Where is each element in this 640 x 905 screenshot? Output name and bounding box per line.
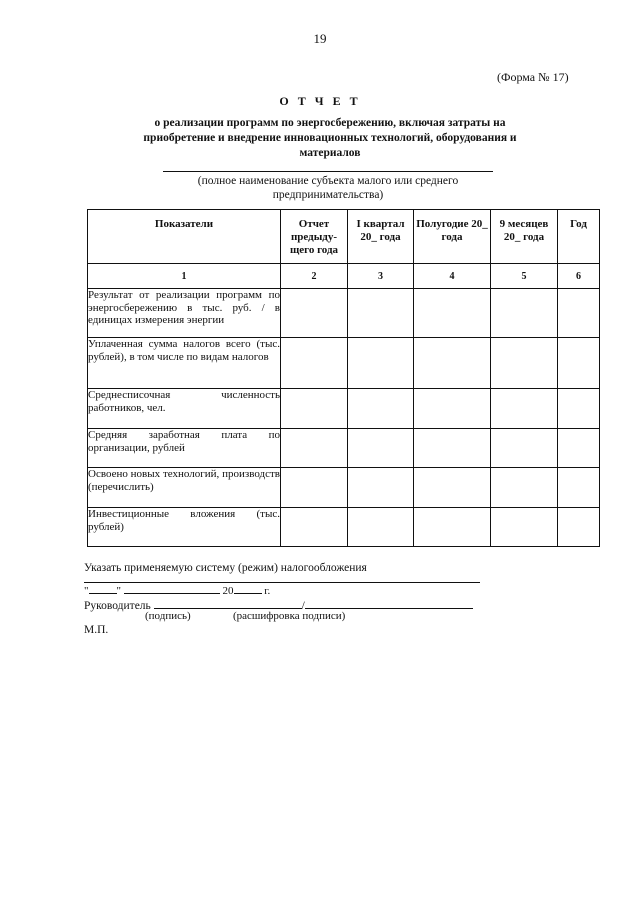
data-cell[interactable]	[414, 508, 491, 547]
subject-name-line[interactable]	[163, 171, 493, 172]
signature-field[interactable]	[154, 598, 302, 609]
data-cell[interactable]	[414, 338, 491, 389]
data-cell[interactable]	[348, 429, 414, 468]
header-half-year: Полугодие 20_ года	[414, 210, 491, 264]
stamp-label: М.П.	[84, 624, 109, 636]
data-cell[interactable]	[414, 389, 491, 429]
data-cell[interactable]	[281, 508, 348, 547]
tax-system-note: Указать применяемую систему (режим) налогообложения	[84, 562, 367, 574]
data-cell[interactable]	[558, 338, 600, 389]
table-row	[88, 289, 600, 338]
header-year: Год	[558, 210, 600, 264]
header-indicators: Показатели	[88, 210, 281, 264]
data-cell[interactable]	[281, 468, 348, 508]
data-cell[interactable]	[414, 429, 491, 468]
column-number: 6	[558, 264, 600, 289]
date-day-field[interactable]	[89, 583, 117, 594]
decryption-field[interactable]	[305, 598, 473, 609]
signer-label: Руководитель	[84, 600, 151, 612]
data-cell[interactable]	[414, 468, 491, 508]
date-row	[84, 583, 270, 597]
data-cell[interactable]	[491, 389, 558, 429]
header-prev-year: Отчет предыду-щего года	[281, 210, 348, 264]
data-cell[interactable]	[491, 508, 558, 547]
report-subtitle: о реализации программ по энергосбережению, включая затраты на приобретение и внедрение инновационных технологий, оборудования и материалов	[143, 117, 517, 159]
table-header-row	[88, 210, 600, 264]
date-quote-close: "	[116, 585, 121, 597]
row-label: Средняя заработная плата по организации, рублей	[88, 429, 281, 468]
column-number-row	[88, 264, 600, 289]
row-label: Среднесписочная численность работников, чел.	[88, 389, 281, 429]
column-number: 5	[491, 264, 558, 289]
data-cell[interactable]	[281, 338, 348, 389]
data-cell[interactable]	[558, 468, 600, 508]
data-cell[interactable]	[281, 429, 348, 468]
data-cell[interactable]	[558, 389, 600, 429]
date-month-field[interactable]	[124, 583, 220, 594]
table-row	[88, 468, 600, 508]
data-cell[interactable]	[414, 289, 491, 338]
data-cell[interactable]	[348, 289, 414, 338]
data-cell[interactable]	[491, 429, 558, 468]
signature-caption: (подпись)	[145, 610, 191, 622]
page-number: 19	[313, 31, 327, 46]
row-label: Инвестиционные вложения (тыс. рублей)	[88, 508, 281, 547]
row-label: Освоено новых технологий, производств (перечислить)	[88, 468, 281, 508]
data-cell[interactable]	[348, 468, 414, 508]
table-row	[88, 389, 600, 429]
date-suffix: г.	[264, 585, 271, 597]
row-label: Уплаченная сумма налогов всего (тыс. рублей), в том числе по видам налогов	[88, 338, 281, 389]
column-number: 1	[88, 264, 281, 289]
column-number: 4	[414, 264, 491, 289]
report-table	[87, 209, 600, 547]
data-cell[interactable]	[491, 289, 558, 338]
header-q1: I квартал 20_ года	[348, 210, 414, 264]
subject-caption: (полное наименование субъекта малого или среднего предпринимательства)	[197, 175, 459, 201]
data-cell[interactable]	[558, 429, 600, 468]
date-quote-open: "	[84, 585, 89, 597]
data-cell[interactable]	[558, 289, 600, 338]
data-cell[interactable]	[281, 389, 348, 429]
report-title: О Т Ч Е Т	[279, 94, 361, 108]
date-year-prefix: 20	[222, 585, 234, 597]
table-row	[88, 429, 600, 468]
data-cell[interactable]	[348, 389, 414, 429]
table-row	[88, 338, 600, 389]
data-cell[interactable]	[348, 338, 414, 389]
data-cell[interactable]	[491, 338, 558, 389]
slash: /	[301, 600, 305, 612]
data-cell[interactable]	[491, 468, 558, 508]
column-number: 2	[281, 264, 348, 289]
data-cell[interactable]	[558, 508, 600, 547]
form-number: (Форма № 17)	[497, 70, 569, 84]
data-cell[interactable]	[348, 508, 414, 547]
data-cell[interactable]	[281, 289, 348, 338]
date-year-field[interactable]	[234, 583, 262, 594]
table-row	[88, 508, 600, 547]
header-9-months: 9 месяцев 20_ года	[491, 210, 558, 264]
column-number: 3	[348, 264, 414, 289]
row-label: Результат от реализации программ по энергосбережению в тыс. руб. / в единицах измерения энергии	[88, 289, 281, 338]
decryption-caption: (расшифровка подписи)	[233, 610, 346, 622]
